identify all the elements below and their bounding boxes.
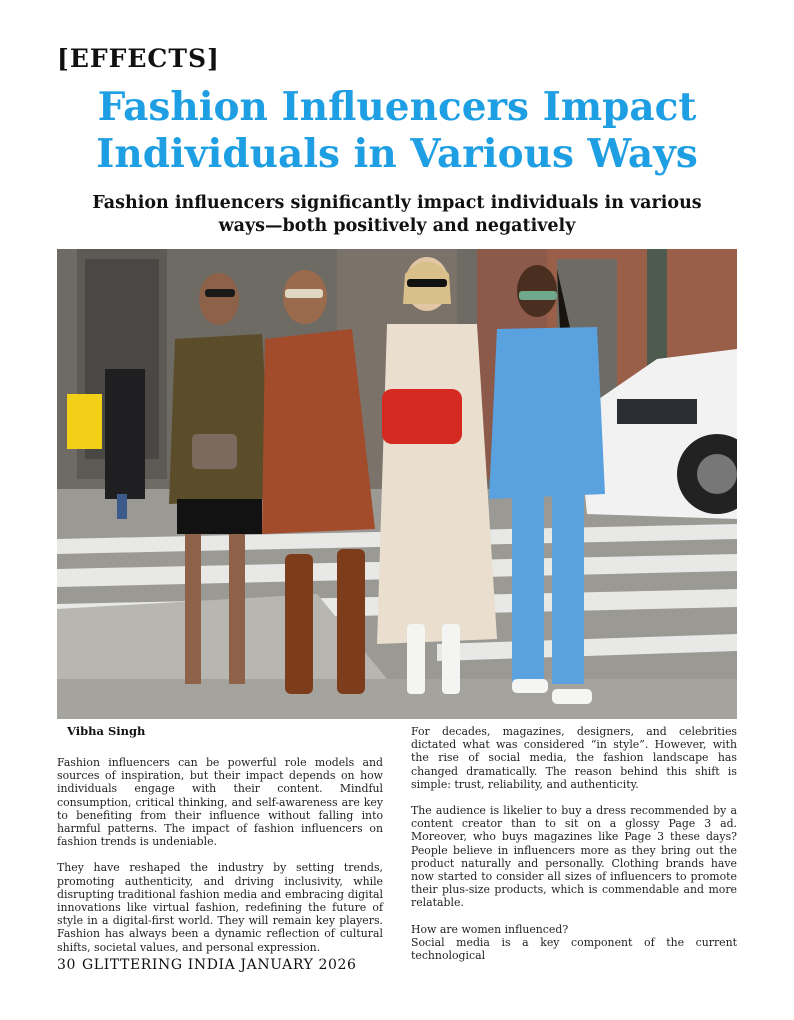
page-number: 30 bbox=[57, 957, 77, 973]
paragraph: Fashion influencers can be powerful role models and sources of inspiration, but their impact depends on how individuals engage with their content. Mindful consumption, critical thinking, and self-awareness are key to benefiting from their influence without falling into harmful patterns. The impact of fashion influencers on fashion trends is undeniable. bbox=[57, 756, 383, 849]
street-style-photo bbox=[57, 249, 737, 719]
standfirst-line-2: ways—both positively and negatively bbox=[218, 216, 576, 236]
paragraph: For decades, magazines, designers, and celebrities dictated what was considered “in style”. However, with the rise of social media, the fashion landscape has changed dramatically. The reason behind this shift is simple: trust, reliability, and authenticity. bbox=[411, 725, 737, 791]
page-footer bbox=[57, 957, 363, 973]
paragraph: Social media is a key component of the current technological bbox=[411, 935, 737, 963]
paragraph: The audience is likelier to buy a dress recommended by a content creator than to sit on a glossy Page 3 ad. Moreover, who buys magazines like Page 3 these days? People believe in influencers more as they bring out the product naturally and personally. Clothing brands have now started to consider all sizes of influencers to promote their plus-size products, which is commendable and more relatable. bbox=[411, 804, 737, 910]
standfirst-line-1: Fashion influencers significantly impact individuals in various bbox=[92, 193, 702, 213]
subheading: How are women influenced? bbox=[411, 922, 569, 936]
headline-line-2: Individuals in Various Ways bbox=[96, 131, 698, 177]
section-label: [EFFECTS] bbox=[57, 44, 220, 73]
standfirst bbox=[60, 192, 734, 238]
publication-name: GLITTERING INDIA JANUARY 2026 bbox=[82, 957, 357, 973]
body-column-left bbox=[57, 756, 383, 967]
paragraph: They have reshaped the industry by setting trends, promoting authenticity, and driving inclusivity, while disrupting traditional fashion media and embracing digital innovations like virtual fashion, redefining the future of style in a digital-first world. They will remain key players. Fashion has always been a dynamic reflection of cultural shifts, societal values, and personal expression. bbox=[57, 861, 383, 954]
byline: Vibha Singh bbox=[67, 724, 146, 738]
headline-line-1: Fashion Influencers Impact bbox=[97, 84, 697, 130]
body-column-right bbox=[411, 725, 737, 975]
headline bbox=[0, 84, 794, 178]
